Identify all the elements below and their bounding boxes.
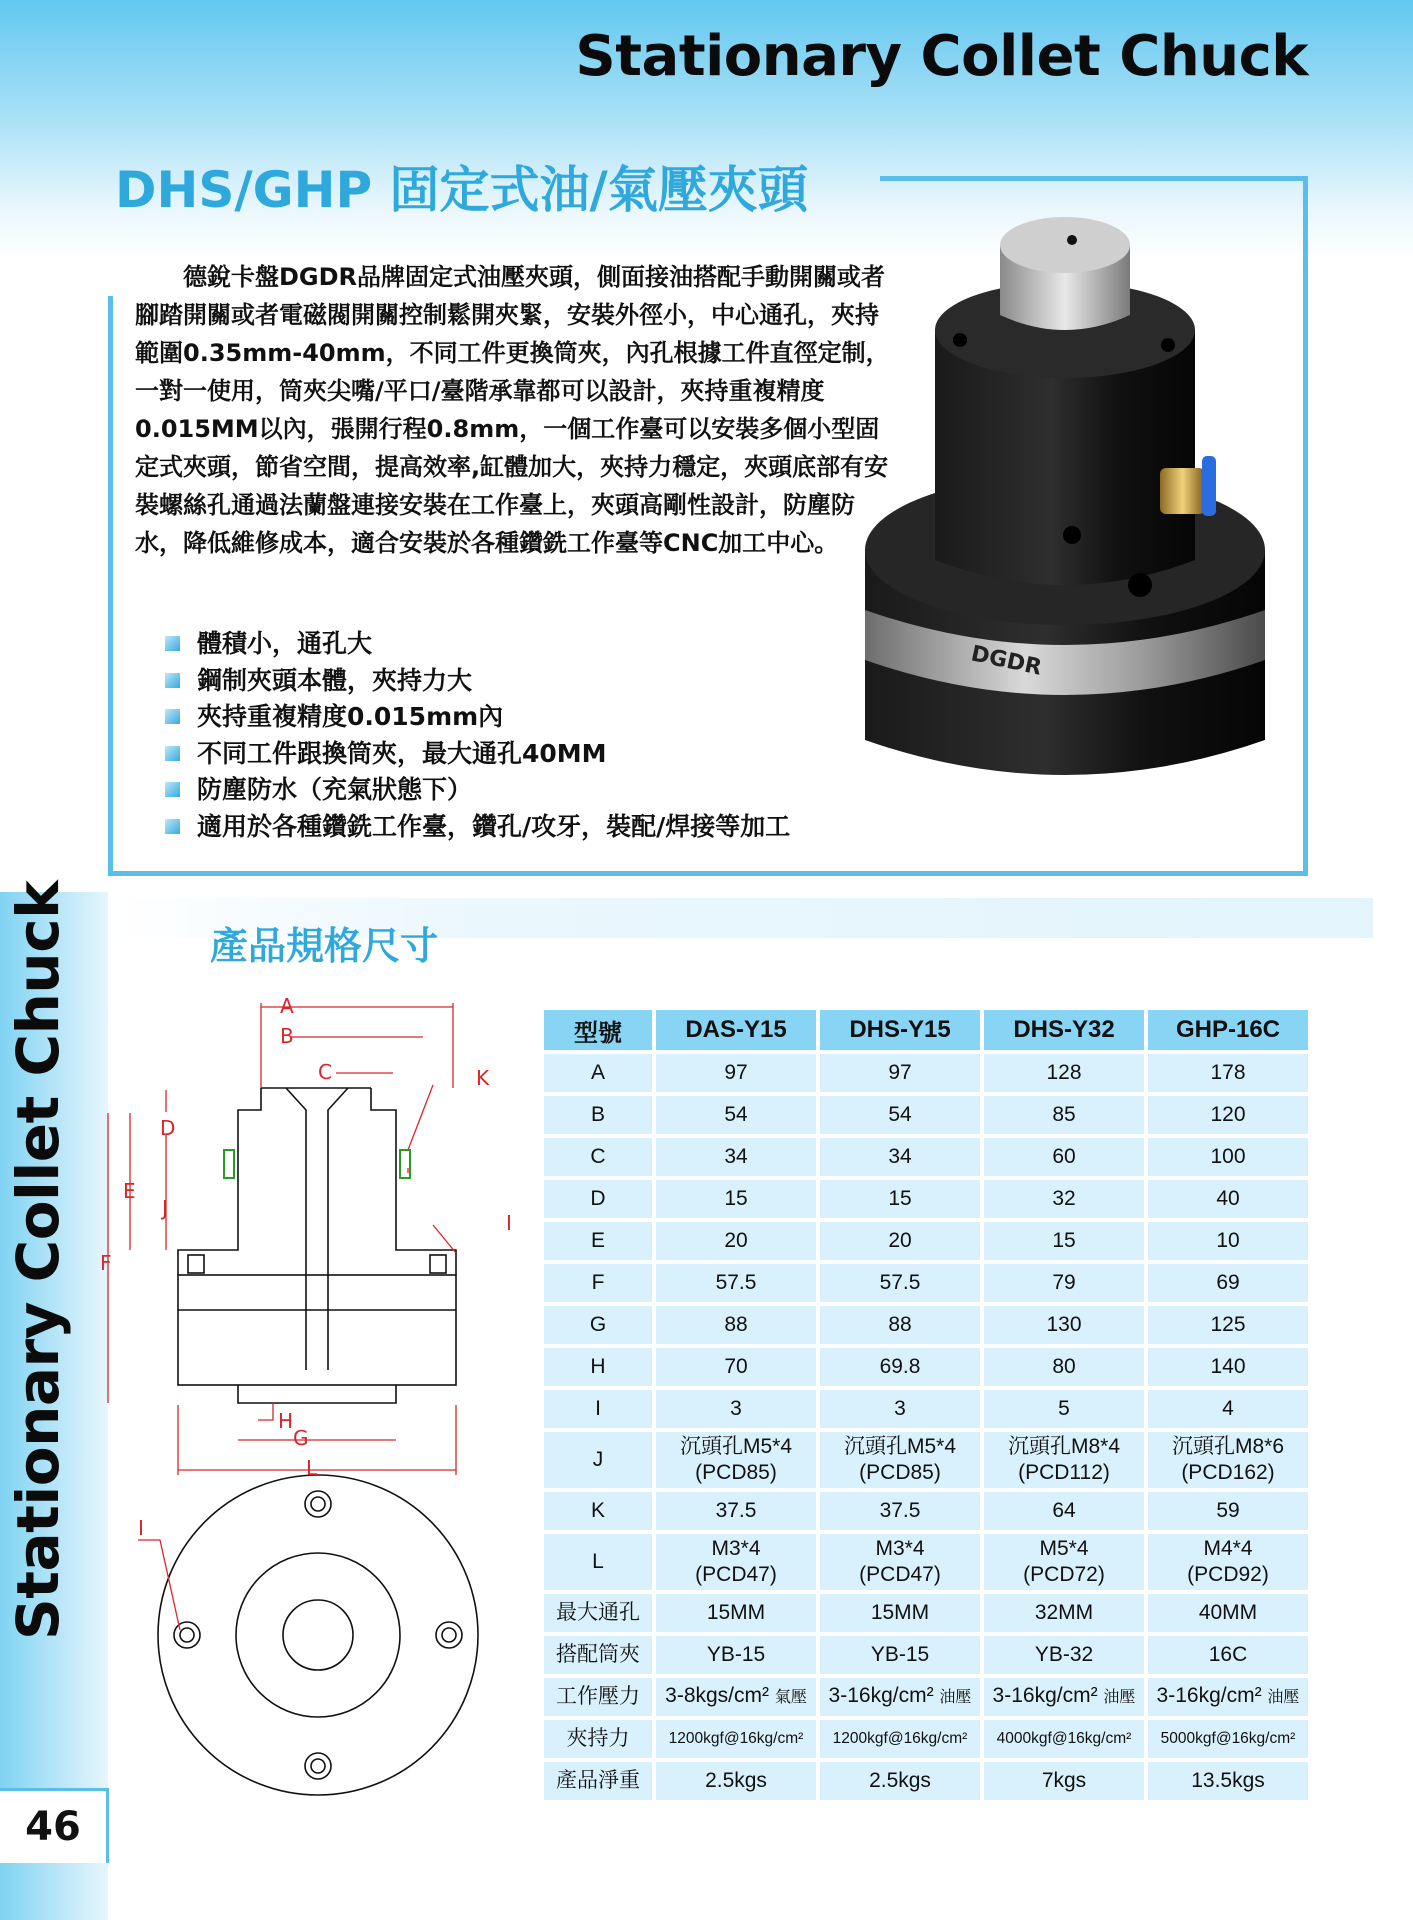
table-cell: 32MM <box>984 1594 1144 1632</box>
table-row <box>544 1096 1308 1134</box>
table-cell <box>820 1432 980 1488</box>
table-row <box>544 1594 1308 1632</box>
table-cell: 57.5 <box>656 1264 816 1302</box>
table-row <box>544 1492 1308 1530</box>
plan-outer-circle <box>158 1475 478 1795</box>
table-cell: 34 <box>820 1138 980 1176</box>
table-cell: 產品淨重 <box>544 1762 652 1800</box>
table-cell: 97 <box>656 1054 816 1092</box>
outline-line <box>328 1088 348 1370</box>
table-cell: 88 <box>820 1306 980 1344</box>
table-cell: 15 <box>656 1180 816 1218</box>
table-cell <box>984 1534 1144 1590</box>
plan-hole-inner <box>311 1497 325 1511</box>
table-cell: 20 <box>820 1222 980 1260</box>
frame-line-left <box>108 296 113 876</box>
dim-label-c: B <box>280 1024 294 1048</box>
cell-line: (PCD85) <box>859 1461 941 1484</box>
collet-chuck-product-image <box>850 250 1310 810</box>
table-cell: L <box>544 1534 652 1590</box>
plan-hole <box>305 1491 331 1517</box>
square-bullet-icon <box>165 819 180 834</box>
pneumatic-fitting <box>1160 468 1205 514</box>
table-cell: 4 <box>1148 1390 1308 1428</box>
leader-line <box>408 1085 433 1150</box>
table-cell: 13.5kgs <box>1148 1762 1308 1800</box>
table-cell <box>656 1432 816 1488</box>
table-header: GHP-16C <box>1148 1010 1308 1050</box>
dim-label-e: D <box>160 1116 176 1140</box>
table-cell: F <box>544 1264 652 1302</box>
table-row <box>544 1432 1308 1488</box>
cell-part: 3-16kg/cm² <box>992 1684 1098 1707</box>
table-cell <box>1148 1432 1308 1488</box>
table-cell: YB-15 <box>656 1636 816 1674</box>
table-cell: 85 <box>984 1096 1144 1134</box>
outline-line <box>371 1088 456 1275</box>
table-cell: 32 <box>984 1180 1144 1218</box>
plan-hole-inner <box>311 1759 325 1773</box>
cell-line: 沉頭孔M8*6 <box>1171 1435 1285 1458</box>
table-row <box>544 1636 1308 1674</box>
table-row <box>544 1762 1308 1800</box>
table-row <box>544 1264 1308 1302</box>
brand-logo-text: DGDR <box>968 641 1044 681</box>
table-row <box>544 1054 1308 1092</box>
plan-hole-inner <box>180 1628 194 1642</box>
dim-label-k: J <box>162 1196 168 1220</box>
cell-part: 油壓 <box>939 1689 972 1706</box>
table-header: DAS-Y15 <box>656 1010 816 1050</box>
table-cell: H <box>544 1348 652 1386</box>
table-cell: 最大通孔 <box>544 1594 652 1632</box>
table-row <box>544 1306 1308 1344</box>
screw-outline <box>430 1255 446 1273</box>
table-row <box>544 1348 1308 1386</box>
table-header: DHS-Y32 <box>984 1010 1144 1050</box>
table-cell: 64 <box>984 1492 1144 1530</box>
product-description: 德銳卡盤DGDR品牌固定式油壓夾頭，側面接油搭配手動開關或者腳踏開關或者電磁閥開關控制鬆開夾緊，安裝外徑小，中心通孔，夾持範圍0.35mm-40mm，不同工件更換筒夾，內孔根據工件直徑定制，一對一使用，筒夾尖嘴/平口/臺階承靠都可以設計，夾持重複精度0.015MM以內，張開行程0.8mm，一個工作臺可以安裝多個小型固定式夾頭，節省空間，提高效率,缸體加大，夾持力穩定，夾頭底部有安裝螺絲孔通過法蘭盤連接安裝在工作臺上，夾頭高剛性設計，防塵防水，降低維修成本，適合安裝於各種鑽銑工作臺等CNC加工中心。 <box>135 263 890 557</box>
mount-hole-icon <box>1161 338 1175 352</box>
dim-label-j: I <box>506 1211 512 1235</box>
table-cell: 15 <box>984 1222 1144 1260</box>
outline-line <box>286 1088 306 1370</box>
table-cell: 34 <box>656 1138 816 1176</box>
table-cell: YB-15 <box>820 1636 980 1674</box>
dim-label-j-plan: I <box>138 1516 144 1540</box>
thread-marker <box>400 1150 410 1178</box>
table-row <box>544 1534 1308 1590</box>
fitting-collar <box>1202 456 1216 516</box>
cell-line: M3*4 <box>711 1537 761 1560</box>
table-cell: 37.5 <box>656 1492 816 1530</box>
cell-part: 3-16kg/cm² <box>1156 1684 1262 1707</box>
table-cell: 140 <box>1148 1348 1308 1386</box>
table-row <box>544 1390 1308 1428</box>
feature-item: 夾持重複精度0.015mm內 <box>165 699 790 736</box>
plan-bore-circle <box>283 1600 353 1670</box>
table-cell: 7kgs <box>984 1762 1144 1800</box>
table-cell <box>820 1534 980 1590</box>
table-cell: 120 <box>1148 1096 1308 1134</box>
dim-line <box>258 1403 273 1420</box>
cell-part: 油壓 <box>1267 1689 1300 1706</box>
table-cell: A <box>544 1054 652 1092</box>
table-cell: 125 <box>1148 1306 1308 1344</box>
collet-bore <box>1067 235 1077 245</box>
table-header: DHS-Y15 <box>820 1010 980 1050</box>
cell-line: 沉頭孔M5*4 <box>679 1435 793 1458</box>
square-bullet-icon <box>165 673 180 688</box>
table-cell: J <box>544 1432 652 1488</box>
dim-label-a: L <box>306 1456 318 1480</box>
table-cell: 2.5kgs <box>656 1762 816 1800</box>
table-cell: 2.5kgs <box>820 1762 980 1800</box>
cell-line: (PCD47) <box>859 1563 941 1586</box>
square-bullet-icon <box>165 746 180 761</box>
table-cell: 夾持力 <box>544 1720 652 1758</box>
plan-hole-inner <box>442 1628 456 1642</box>
cell-line: (PCD112) <box>1018 1461 1110 1484</box>
cell-line: (PCD162) <box>1181 1461 1275 1484</box>
dim-label-d: C <box>318 1060 332 1084</box>
plan-hole <box>436 1622 462 1648</box>
dim-label-b: A <box>280 994 294 1018</box>
cell-line: M4*4 <box>1203 1537 1253 1560</box>
table-cell: 5 <box>984 1390 1144 1428</box>
table-cell <box>656 1534 816 1590</box>
dim-label-h: G <box>293 1426 309 1450</box>
table-cell: D <box>544 1180 652 1218</box>
table-cell: 69 <box>1148 1264 1308 1302</box>
table-row <box>544 1720 1308 1758</box>
cell-part: 氣壓 <box>774 1689 807 1706</box>
table-cell: 97 <box>820 1054 980 1092</box>
feature-item: 鋼制夾頭本體，夾持力大 <box>165 663 790 700</box>
table-header: 型號 <box>544 1010 652 1050</box>
frame-line-bottom <box>108 871 1308 876</box>
dim-label-i: H <box>278 1409 294 1433</box>
cell-line: (PCD85) <box>695 1461 777 1484</box>
square-bullet-icon <box>165 636 180 651</box>
dim-label-g: F <box>100 1251 112 1275</box>
table-cell: 54 <box>820 1096 980 1134</box>
table-cell: 15MM <box>820 1594 980 1632</box>
feature-item: 適用於各種鑽銑工作臺，鑽孔/攻牙，裝配/焊接等加工 <box>165 809 790 846</box>
feature-list <box>165 626 790 845</box>
square-bullet-icon <box>165 709 180 724</box>
table-cell: B <box>544 1096 652 1134</box>
cell-line: 沉頭孔M8*4 <box>1007 1435 1121 1458</box>
mount-hole-icon <box>953 333 967 347</box>
table-cell <box>656 1678 816 1716</box>
collet-top <box>1000 217 1130 273</box>
mount-hole-icon <box>1063 526 1081 544</box>
table-cell: YB-32 <box>984 1636 1144 1674</box>
table-cell: I <box>544 1390 652 1428</box>
plan-hole <box>305 1753 331 1779</box>
table-cell <box>820 1678 980 1716</box>
spec-section-title: 產品規格尺寸 <box>210 924 439 968</box>
table-cell: 130 <box>984 1306 1144 1344</box>
table-cell: 54 <box>656 1096 816 1134</box>
dim-label-f: E <box>123 1179 136 1203</box>
table-cell: 10 <box>1148 1222 1308 1260</box>
table-cell: 1200kgf@16kg/cm² <box>656 1720 816 1758</box>
table-cell: 70 <box>656 1348 816 1386</box>
table-cell <box>1148 1534 1308 1590</box>
feature-item: 體積小，通孔大 <box>165 626 790 663</box>
table-cell: 60 <box>984 1138 1144 1176</box>
dim-label-l: K <box>476 1066 490 1090</box>
table-cell: 178 <box>1148 1054 1308 1092</box>
table-cell: 88 <box>656 1306 816 1344</box>
cell-line: M5*4 <box>1039 1537 1089 1560</box>
cell-line: (PCD72) <box>1023 1563 1105 1586</box>
table-cell: 3 <box>656 1390 816 1428</box>
table-cell: E <box>544 1222 652 1260</box>
screw-outline <box>188 1255 204 1273</box>
table-cell: 4000kgf@16kg/cm² <box>984 1720 1144 1758</box>
product-subtitle: DHS/GHP 固定式油/氣壓夾頭 <box>115 161 808 219</box>
table-cell: G <box>544 1306 652 1344</box>
table-cell: 15 <box>820 1180 980 1218</box>
table-cell: 搭配筒夾 <box>544 1636 652 1674</box>
cell-part: 3-16kg/cm² <box>828 1684 934 1707</box>
table-cell <box>1148 1678 1308 1716</box>
feature-item: 防塵防水（充氣狀態下） <box>165 772 790 809</box>
table-cell: 100 <box>1148 1138 1308 1176</box>
table-row <box>544 1678 1308 1716</box>
cell-part: 油壓 <box>1103 1689 1136 1706</box>
plan-mid-circle <box>236 1553 400 1717</box>
page-number: 46 <box>0 1788 109 1863</box>
table-cell: 5000kgf@16kg/cm² <box>1148 1720 1308 1758</box>
cell-line: (PCD92) <box>1187 1563 1269 1586</box>
side-label: Stationary Collet Chuck <box>4 880 72 1640</box>
cell-part: 3-8kgs/cm² <box>665 1684 769 1707</box>
cell-line: 沉頭孔M5*4 <box>843 1435 957 1458</box>
table-cell: 79 <box>984 1264 1144 1302</box>
table-cell: 80 <box>984 1348 1144 1386</box>
table-cell <box>984 1678 1144 1716</box>
mount-hole-icon <box>1128 573 1152 597</box>
table-cell: K <box>544 1492 652 1530</box>
table-row <box>544 1222 1308 1260</box>
spec-table <box>540 1006 1312 1804</box>
table-row <box>544 1138 1308 1176</box>
thread-marker <box>224 1150 234 1178</box>
table-cell: 37.5 <box>820 1492 980 1530</box>
table-cell: 工作壓力 <box>544 1678 652 1716</box>
outline-line <box>178 1088 261 1275</box>
cell-line: M3*4 <box>875 1537 925 1560</box>
table-cell: 40 <box>1148 1180 1308 1218</box>
base-outline <box>178 1275 456 1385</box>
table-cell: C <box>544 1138 652 1176</box>
frame-line-top <box>880 176 1308 181</box>
square-bullet-icon <box>165 782 180 797</box>
table-cell: 57.5 <box>820 1264 980 1302</box>
table-cell: 40MM <box>1148 1594 1308 1632</box>
leader-line <box>433 1225 456 1253</box>
plan-hole <box>174 1622 200 1648</box>
table-cell: 1200kgf@16kg/cm² <box>820 1720 980 1758</box>
page-title: Stationary Collet Chuck <box>575 24 1308 89</box>
technical-drawing <box>100 985 538 1815</box>
table-cell: 16C <box>1148 1636 1308 1674</box>
table-cell: 3 <box>820 1390 980 1428</box>
feature-item: 不同工件跟換筒夾，最大通孔40MM <box>165 736 790 773</box>
table-cell: 128 <box>984 1054 1144 1092</box>
table-cell: 59 <box>1148 1492 1308 1530</box>
table-cell: 69.8 <box>820 1348 980 1386</box>
table-row <box>544 1180 1308 1218</box>
outline-line <box>238 1385 396 1403</box>
table-header-row <box>544 1010 1308 1050</box>
table-cell <box>984 1432 1144 1488</box>
table-cell: 15MM <box>656 1594 816 1632</box>
table-cell: 20 <box>656 1222 816 1260</box>
cell-line: (PCD47) <box>695 1563 777 1586</box>
